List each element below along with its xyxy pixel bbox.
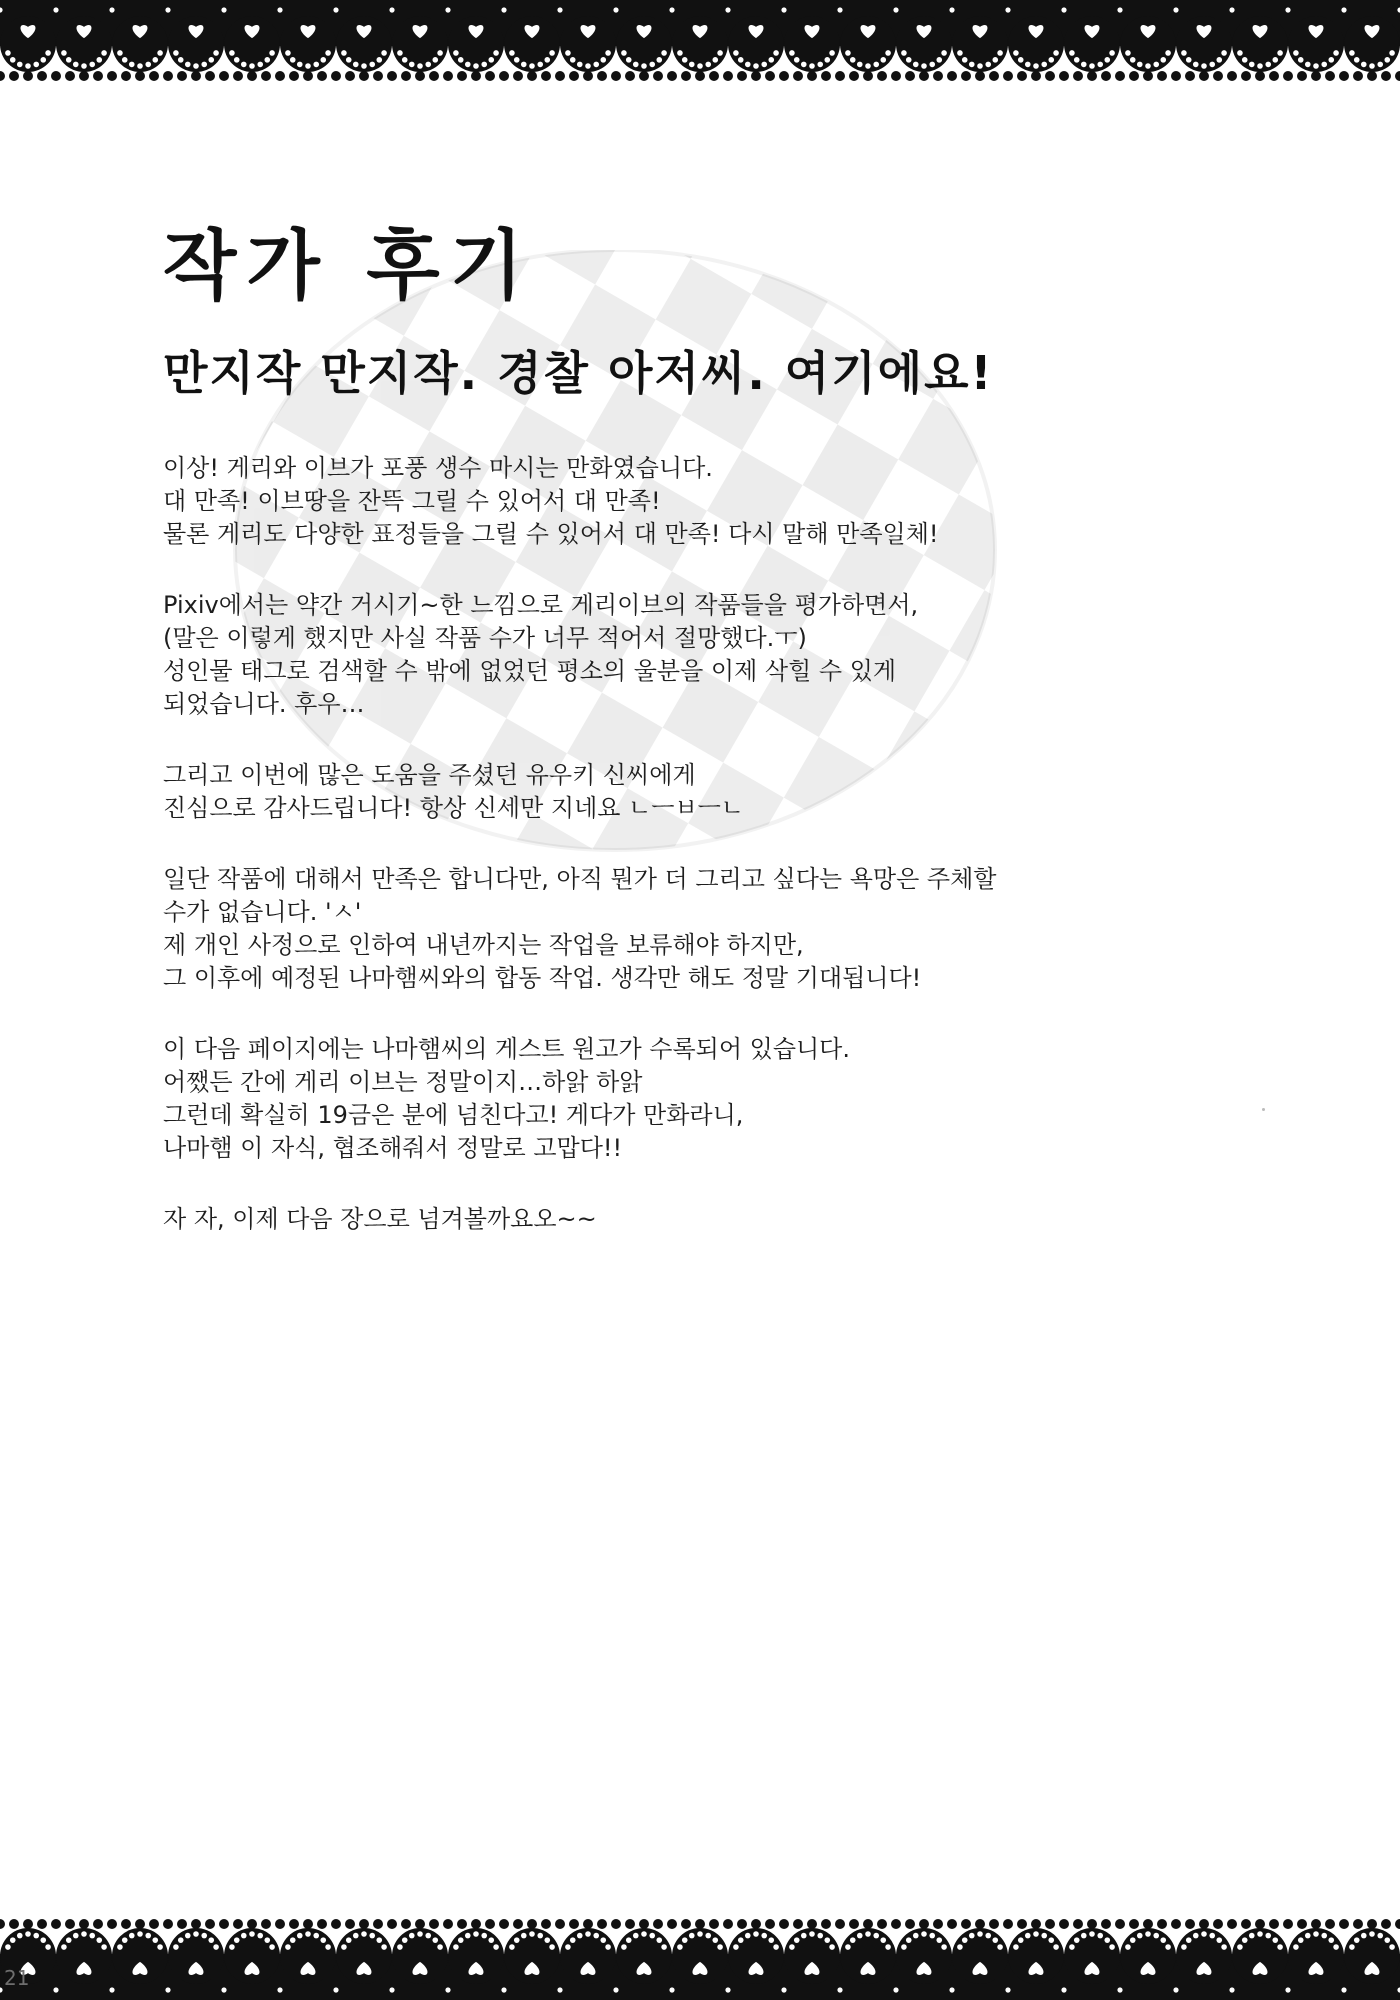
text-line: 그 이후에 예정된 나마햄씨와의 합동 작업. 생각만 해도 정말 기대됩니다! <box>163 964 922 992</box>
text-line: 어쨌든 간에 게리 이브는 정말이지…하앍 하앍 <box>163 1068 643 1096</box>
afterword-body <box>163 452 1213 1274</box>
lace-pattern-top <box>0 0 1400 100</box>
top-lace-border <box>0 0 1400 100</box>
text-line: 제 개인 사정으로 인하여 내년까지는 작업을 보류해야 하지만, <box>163 931 804 959</box>
text-line: 그런데 확실히 19금은 분에 넘친다고! 게다가 만화라니, <box>163 1101 744 1129</box>
text-line: 진심으로 감사드립니다! 항상 신세만 지네요 ㄴㅡㅂㅡㄴ <box>163 794 744 822</box>
paragraph <box>163 1203 1213 1236</box>
text-line: Pixiv에서는 약간 거시기~한 느낌으로 게리이브의 작품들을 평가하면서, <box>163 591 919 619</box>
text-line: 이 다음 페이지에는 나마햄씨의 게스트 원고가 수록되어 있습니다. <box>163 1035 850 1063</box>
text-line: (말은 이렇게 했지만 사실 작품 수가 너무 적어서 절망했다.ㅜ) <box>163 624 807 652</box>
text-line: 수가 없습니다. 'ㅅ' <box>163 898 362 926</box>
text-line: 대 만족! 이브땅을 잔뜩 그릴 수 있어서 대 만족! <box>163 487 661 515</box>
text-line: 나마햄 이 자식, 협조해줘서 정말로 고맙다!! <box>163 1134 623 1162</box>
paragraph <box>163 863 1213 995</box>
lace-pattern-bottom <box>0 1862 1400 2000</box>
text-line: 되었습니다. 후우… <box>163 690 365 718</box>
ink-speck <box>1262 1108 1265 1111</box>
text-line: 성인물 태그로 검색할 수 밖에 없었던 평소의 울분을 이제 삭힐 수 있게 <box>163 657 897 685</box>
text-line: 일단 작품에 대해서 만족은 합니다만, 아직 뭔가 더 그리고 싶다는 욕망은 주체할 <box>163 865 997 893</box>
paragraph <box>163 759 1213 825</box>
text-line: 물론 게리도 다양한 표정들을 그릴 수 있어서 대 만족! 다시 말해 만족일체! <box>163 520 939 548</box>
text-line: 그리고 이번에 많은 도움을 주셨던 유우키 신씨에게 <box>163 761 696 789</box>
paragraph <box>163 1033 1213 1165</box>
bottom-lace-border <box>0 1862 1400 2000</box>
text-line: 자 자, 이제 다음 장으로 넘겨볼까요오~~ <box>163 1205 597 1233</box>
page-number: 21 <box>4 1966 30 1990</box>
text-line: 이상! 게리와 이브가 포풍 생수 마시는 만화였습니다. <box>163 454 713 482</box>
page-subtitle: 만지작 만지작. 경찰 아저씨. 여기에요! <box>163 346 994 400</box>
page-title: 작가 후기 <box>163 221 534 310</box>
paragraph <box>163 589 1213 721</box>
paragraph <box>163 452 1213 551</box>
